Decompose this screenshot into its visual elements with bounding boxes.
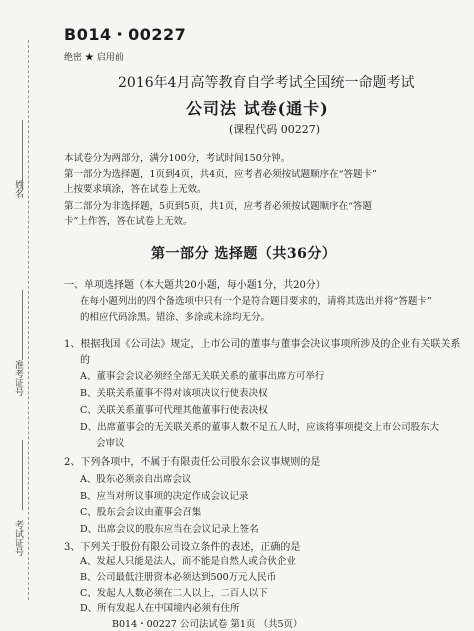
question-stem: 2、下列各项中，不属于有限责任公司股东会议事规则的是 (64, 457, 321, 468)
question-option: D、出席会议的股东应当在会议记录上签名 (80, 524, 259, 535)
section-note: 的相应代码涂黑。错涂、多涂或未涂均无分。 (80, 312, 271, 323)
instruction-line: 上按要求填涂，答在试卷上无效。 (64, 184, 207, 195)
admission-blank-line (22, 290, 23, 360)
paper-code: B014・00227 (64, 25, 187, 44)
margin-label-exam-id: 考试证号 (13, 520, 23, 556)
page-footer: B014・00227 公司法试卷 第1页 （共5页） (112, 619, 303, 630)
margin-label-admission: 准考证号 (13, 360, 23, 396)
section-title: 第一部分 选择题（共36分） (151, 246, 337, 262)
paper-title: 公司法 试卷(通卡) (186, 99, 329, 118)
section-subtitle: 一、单项选择题（本大题共20小题，每小题1分，共20分） (64, 280, 326, 291)
binding-line (28, 40, 29, 600)
instruction-line: 第二部分为非选择题，5页到5页，共1页，应考者必须按试题顺序在“答题 (64, 201, 372, 212)
question-stem: 3、下列关于股份有限公司设立条件的表述，正确的是 (64, 542, 301, 553)
question-stem: 1、根据我国《公司法》规定，上市公司的董事与董事会决议事项所涉及的企业有关联关系 (64, 339, 461, 350)
margin-label-name: 姓名 (13, 180, 23, 198)
instruction-line: 第一部分为选择题，1页到4页，共4页，应考者必须按试题顺序在“答题卡” (64, 169, 377, 180)
instruction-line: 本试卷分为两部分，满分100分，考试时间150分钟。 (64, 153, 291, 164)
question-option: B、关联关系董事不得对该项决议行使表决权 (80, 388, 268, 399)
question-option: C、关联关系董事可代理其他董事行使表决权 (80, 405, 268, 416)
question-option: C、发起人人数必须在二人以上，二百人以下 (80, 588, 268, 599)
question-option: D、所有发起人在中国境内必须有住所 (80, 603, 240, 614)
secret-mark: 绝密 ★ 启用前 (64, 53, 124, 63)
name-blank-line (22, 120, 23, 190)
question-stem: 的 (80, 355, 90, 366)
question-option: B、应当对所议事项的决定作成会议记录 (80, 491, 249, 502)
exam-title: 2016年4月高等教育自学考试全国统一命题考试 (118, 75, 415, 91)
question-option: A、董事会会议必须经全部无关联关系的董事出席方可举行 (80, 371, 325, 382)
question-option: D、出席董事会的无关联关系的董事人数不足五人时，应该将事项提交上市公司股东大 (80, 422, 440, 433)
instruction-line: 卡”上作答，答在试卷上无效。 (64, 216, 193, 227)
section-note: 在每小题列出的四个备选项中只有一个是符合题目要求的，请将其选出并将“答题卡” (80, 296, 432, 307)
question-option: C、股东会会议由董事会召集 (80, 507, 202, 518)
question-option: B、公司最低注册资本必须达到500万元人民币 (80, 572, 277, 583)
question-option: A、发起人只能是法人，而不能是自然人或合伙企业 (80, 556, 296, 567)
question-option: 会审议 (96, 438, 125, 449)
exam-id-blank-line (22, 440, 23, 510)
course-code: (课程代码 00227) (229, 123, 321, 136)
question-option: A、股东必须亲自出席会议 (80, 474, 192, 485)
